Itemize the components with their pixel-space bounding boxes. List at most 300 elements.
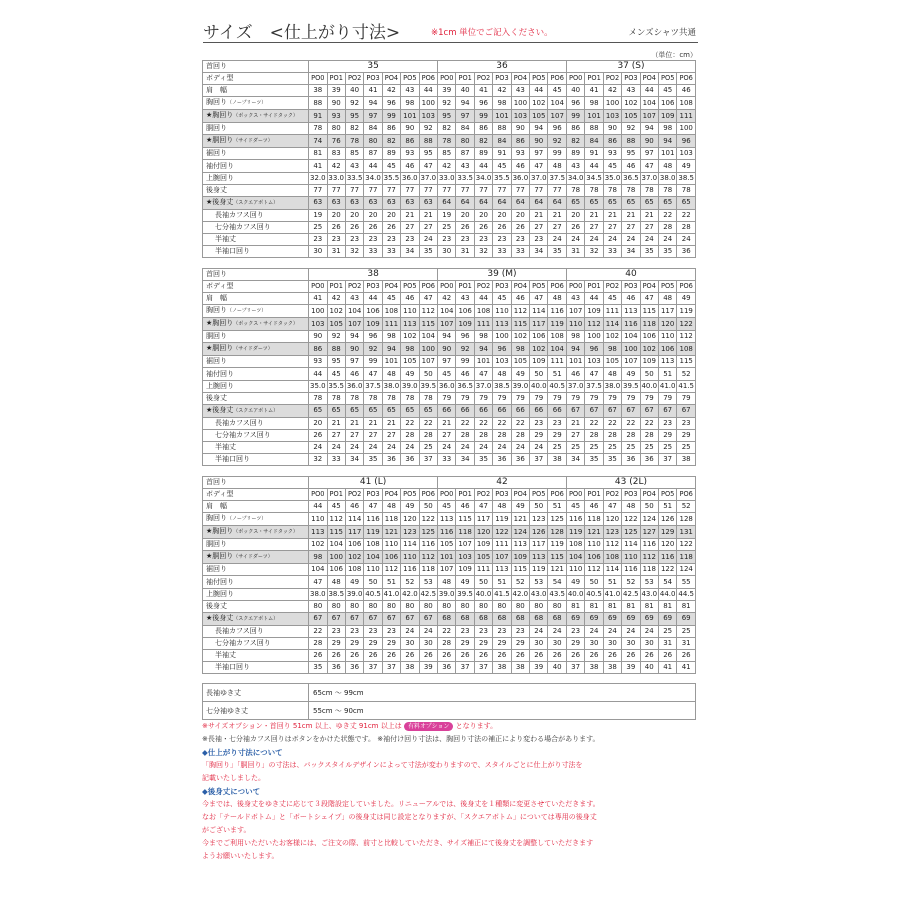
- row-label: 首回り: [203, 477, 309, 489]
- value-cell: 63: [309, 196, 327, 209]
- value-cell: 82: [438, 123, 456, 135]
- value-cell: 86: [511, 135, 529, 148]
- value-cell: 129: [658, 526, 676, 539]
- value-cell: 37.5: [364, 380, 382, 392]
- value-cell: 110: [566, 564, 584, 576]
- value-cell: 26: [511, 649, 529, 661]
- value-cell: 39: [419, 662, 437, 674]
- value-cell: 65: [659, 196, 677, 209]
- value-cell: 48: [327, 576, 345, 588]
- finish-heading: ◆仕上がり寸法について: [202, 748, 283, 757]
- value-cell: 42: [603, 85, 621, 97]
- value-cell: 33: [511, 246, 529, 258]
- value-cell: 101: [493, 110, 511, 123]
- value-cell: 35: [474, 454, 492, 466]
- value-cell: 95: [419, 148, 438, 160]
- value-cell: 25: [585, 441, 603, 453]
- value-cell: 24: [677, 233, 696, 245]
- row-label: 上腕回り: [203, 172, 309, 184]
- value-cell: 82: [474, 135, 492, 148]
- value-cell: 22: [309, 625, 327, 637]
- value-cell: 94: [640, 123, 658, 135]
- value-cell: 97: [345, 356, 363, 368]
- value-cell: 38: [401, 662, 419, 674]
- value-cell: 22: [401, 417, 419, 429]
- table-row: [203, 662, 696, 674]
- value-cell: 38.5: [327, 588, 345, 600]
- value-cell: 43.0: [530, 588, 548, 600]
- size-table-1: [202, 60, 696, 258]
- value-cell: 46: [511, 160, 529, 172]
- table-row: [203, 160, 696, 172]
- value-cell: 94: [456, 97, 474, 110]
- value-cell: 80: [345, 600, 363, 612]
- value-cell: 109: [530, 356, 548, 368]
- row-label: 長袖カフス回り: [203, 625, 309, 637]
- value-cell: 39: [327, 85, 345, 97]
- value-cell: 48: [382, 368, 400, 380]
- value-cell: 103: [677, 148, 696, 160]
- value-cell: 121: [511, 513, 529, 526]
- value-cell: 27: [603, 221, 621, 233]
- value-cell: 94: [364, 97, 382, 110]
- value-cell: 23: [382, 625, 400, 637]
- row-label: 胴回り: [203, 331, 309, 343]
- value-cell: 123: [401, 526, 419, 539]
- table-row: [203, 246, 696, 258]
- value-cell: 88: [585, 123, 603, 135]
- row-label: ボディ型: [203, 281, 309, 293]
- value-cell: 104: [364, 551, 382, 564]
- value-cell: 104: [566, 551, 584, 564]
- value-cell: 27: [585, 221, 603, 233]
- value-cell: 67: [382, 612, 400, 625]
- value-cell: 66: [530, 404, 548, 417]
- value-cell: 20: [382, 209, 400, 221]
- value-cell: 37: [566, 662, 584, 674]
- value-cell: 53: [530, 576, 548, 588]
- value-cell: 77: [511, 184, 529, 196]
- table-row: [203, 318, 696, 331]
- value-cell: 82: [566, 135, 584, 148]
- table-row: [203, 97, 696, 110]
- value-cell: 40: [548, 662, 567, 674]
- value-cell: 46: [511, 293, 529, 305]
- value-cell: 105: [327, 318, 345, 331]
- value-cell: 77: [530, 184, 548, 196]
- value-cell: 100: [511, 97, 529, 110]
- pattern-code: PO2: [603, 489, 621, 501]
- pattern-code: PO1: [585, 489, 603, 501]
- value-cell: 21: [438, 417, 456, 429]
- value-cell: 106: [364, 305, 382, 318]
- value-cell: 101: [401, 110, 419, 123]
- pattern-code: PO1: [327, 73, 345, 85]
- row-label: 胴回り: [203, 123, 309, 135]
- value-cell: 98: [401, 343, 419, 356]
- value-cell: 36.0: [345, 380, 363, 392]
- table-row: [203, 209, 696, 221]
- value-cell: 78: [419, 392, 438, 404]
- value-cell: 26: [640, 649, 658, 661]
- value-cell: 109: [640, 356, 658, 368]
- value-cell: 104: [419, 331, 438, 343]
- value-cell: 110: [493, 305, 511, 318]
- value-cell: 47: [603, 501, 621, 513]
- value-cell: 24: [585, 233, 603, 245]
- value-cell: 63: [419, 196, 438, 209]
- value-cell: 84: [456, 123, 474, 135]
- value-cell: 32: [474, 246, 492, 258]
- value-cell: 36.0: [401, 172, 419, 184]
- size-header: 43 (2L): [566, 477, 695, 489]
- value-cell: 44: [474, 293, 492, 305]
- value-cell: 91: [309, 110, 327, 123]
- value-cell: 98: [401, 97, 419, 110]
- value-cell: 107: [640, 110, 658, 123]
- value-cell: 92: [345, 97, 363, 110]
- value-cell: 107: [456, 539, 474, 551]
- value-cell: 118: [585, 513, 603, 526]
- pattern-code: PO6: [419, 489, 437, 501]
- value-cell: 78: [309, 392, 327, 404]
- value-cell: 102: [530, 343, 548, 356]
- table-row: [203, 526, 696, 539]
- value-cell: 45: [437, 501, 455, 513]
- row-label: 後身丈: [203, 184, 309, 196]
- table-row: [203, 489, 696, 501]
- value-cell: 21: [327, 417, 345, 429]
- value-cell: 24: [309, 441, 327, 453]
- value-cell: 23: [327, 625, 345, 637]
- value-cell: 99: [566, 110, 584, 123]
- value-cell: 24: [511, 441, 529, 453]
- value-cell: 34: [530, 246, 548, 258]
- value-cell: 40: [345, 85, 363, 97]
- value-cell: 109: [456, 564, 474, 576]
- value-cell: 80: [309, 600, 327, 612]
- value-cell: 29: [677, 429, 696, 441]
- value-cell: 92: [327, 331, 345, 343]
- value-cell: 24: [548, 625, 567, 637]
- table-row: [203, 221, 696, 233]
- value-cell: 69: [677, 612, 696, 625]
- value-cell: 89: [382, 148, 400, 160]
- value-cell: 98: [382, 331, 400, 343]
- row-label: 胸回り（ノープリーツ）: [203, 305, 309, 318]
- value-cell: 23: [530, 233, 548, 245]
- value-cell: 25: [309, 221, 327, 233]
- value-cell: 39: [530, 662, 548, 674]
- pattern-code: PO2: [603, 73, 621, 85]
- value-cell: 49: [401, 368, 419, 380]
- value-cell: 79: [530, 392, 548, 404]
- pattern-code: PO2: [345, 281, 363, 293]
- value-cell: 44: [585, 293, 603, 305]
- value-cell: 30: [401, 637, 419, 649]
- value-cell: 23: [401, 233, 419, 245]
- value-cell: 106: [659, 97, 677, 110]
- pattern-code: PO6: [419, 281, 438, 293]
- value-cell: 48: [622, 501, 640, 513]
- value-cell: 77: [438, 184, 456, 196]
- value-cell: 107: [566, 305, 584, 318]
- table-row: [203, 501, 696, 513]
- value-cell: 36: [511, 454, 529, 466]
- value-cell: 90: [309, 331, 327, 343]
- value-cell: 65: [677, 196, 696, 209]
- value-cell: 36: [345, 662, 363, 674]
- value-cell: 125: [622, 526, 640, 539]
- option-note-tail: となります。: [455, 722, 498, 730]
- value-cell: 37: [530, 454, 548, 466]
- value-cell: 127: [640, 526, 658, 539]
- value-cell: 79: [658, 392, 676, 404]
- value-cell: 107: [493, 551, 511, 564]
- value-cell: 93: [603, 148, 621, 160]
- value-cell: 41: [364, 85, 382, 97]
- value-cell: 51: [548, 368, 566, 380]
- value-cell: 28: [419, 429, 438, 441]
- value-cell: 24: [419, 625, 437, 637]
- value-cell: 78: [677, 184, 696, 196]
- pattern-code: PO0: [566, 489, 584, 501]
- value-cell: 110: [382, 539, 400, 551]
- value-cell: 78: [603, 184, 621, 196]
- value-cell: 41.0: [603, 588, 621, 600]
- value-cell: 41: [309, 160, 327, 172]
- value-cell: 35.0: [309, 380, 327, 392]
- value-cell: 120: [658, 539, 676, 551]
- value-cell: 115: [640, 305, 658, 318]
- value-cell: 107: [548, 110, 567, 123]
- value-cell: 109: [474, 539, 492, 551]
- value-cell: 29: [530, 429, 548, 441]
- row-label: 肩 幅: [203, 85, 309, 97]
- value-cell: 51: [658, 501, 676, 513]
- value-cell: 25: [419, 441, 438, 453]
- value-cell: 45: [659, 85, 677, 97]
- value-cell: 47: [530, 160, 548, 172]
- value-cell: 116: [622, 564, 640, 576]
- value-cell: 20: [566, 209, 584, 221]
- value-cell: 50: [364, 576, 382, 588]
- value-cell: 25: [548, 441, 566, 453]
- pattern-code: PO1: [327, 489, 345, 501]
- value-cell: 77: [474, 184, 492, 196]
- value-cell: 25: [640, 441, 658, 453]
- value-cell: 122: [419, 513, 437, 526]
- value-cell: 27: [438, 429, 456, 441]
- value-cell: 102: [327, 305, 345, 318]
- pattern-code: PO5: [530, 489, 548, 501]
- value-cell: 80: [437, 600, 455, 612]
- value-cell: 116: [622, 318, 640, 331]
- value-cell: 115: [327, 526, 345, 539]
- value-cell: 42: [438, 160, 456, 172]
- value-cell: 28: [603, 429, 621, 441]
- value-cell: 21: [566, 417, 584, 429]
- pattern-code: PO2: [603, 281, 621, 293]
- value-cell: 86: [401, 135, 419, 148]
- value-cell: 120: [658, 318, 676, 331]
- value-cell: 30: [419, 637, 437, 649]
- value-cell: 94: [438, 331, 456, 343]
- row-label: 胸回り（ノープリーツ）: [203, 513, 309, 526]
- value-cell: 98: [659, 123, 677, 135]
- value-cell: 22: [603, 417, 621, 429]
- size-header: 40: [566, 269, 695, 281]
- paid-option-badge: 有料オプション: [404, 722, 453, 731]
- value-cell: 116: [419, 539, 437, 551]
- value-cell: 111: [382, 318, 400, 331]
- value-cell: 44: [474, 160, 492, 172]
- value-cell: 69: [603, 612, 621, 625]
- value-cell: 21: [530, 209, 548, 221]
- value-cell: 38: [309, 85, 327, 97]
- value-cell: 26: [658, 649, 676, 661]
- value-cell: 77: [345, 184, 363, 196]
- value-cell: 41.5: [493, 588, 511, 600]
- value-cell: 94: [659, 135, 677, 148]
- value-cell: 67: [419, 612, 437, 625]
- cuff-note: ※長袖・七分袖カフス回りはボタンをかけた状態です。 ※袖付け回り寸法は、胸回り寸法の補正により変わる場合があります。: [202, 735, 600, 743]
- value-cell: 105: [474, 551, 492, 564]
- value-cell: 39: [622, 662, 640, 674]
- value-cell: 120: [603, 513, 621, 526]
- size-header: 42: [437, 477, 566, 489]
- pattern-code: PO1: [456, 73, 474, 85]
- value-cell: 30: [309, 246, 327, 258]
- value-cell: 90: [511, 123, 529, 135]
- value-cell: 68: [511, 612, 529, 625]
- value-cell: 110: [401, 551, 419, 564]
- value-cell: 101: [566, 356, 584, 368]
- value-cell: 47: [530, 293, 548, 305]
- value-cell: 119: [548, 539, 567, 551]
- value-cell: 37.0: [474, 380, 492, 392]
- value-cell: 103: [493, 356, 511, 368]
- value-cell: 47: [585, 368, 603, 380]
- table-row: [203, 281, 696, 293]
- value-cell: 40: [566, 85, 584, 97]
- value-cell: 38.0: [382, 380, 400, 392]
- value-cell: 120: [401, 513, 419, 526]
- value-cell: 104: [622, 331, 640, 343]
- value-cell: 88: [327, 343, 345, 356]
- value-cell: 116: [437, 526, 455, 539]
- value-cell: 35: [659, 246, 677, 258]
- value-cell: 39.5: [622, 380, 640, 392]
- value-cell: 109: [456, 318, 474, 331]
- value-cell: 89: [474, 148, 492, 160]
- back-body-1: 今までは、後身丈をゆき丈に応じて３段階設定していました。リニューアルでは、後身丈を１種類に変更させていただきます。: [202, 800, 600, 808]
- value-cell: 78: [438, 135, 456, 148]
- value-cell: 65: [364, 404, 382, 417]
- value-cell: 39.0: [345, 588, 363, 600]
- value-cell: 47: [474, 368, 492, 380]
- pattern-code: PO6: [677, 489, 696, 501]
- value-cell: 51: [493, 576, 511, 588]
- value-cell: 23: [493, 233, 511, 245]
- value-cell: 115: [548, 551, 567, 564]
- value-cell: 116: [364, 513, 382, 526]
- value-cell: 40.5: [364, 588, 382, 600]
- value-cell: 32: [585, 246, 603, 258]
- value-cell: 43: [401, 85, 419, 97]
- value-cell: 38: [677, 454, 696, 466]
- value-cell: 38: [511, 662, 529, 674]
- value-cell: 44: [640, 85, 658, 97]
- value-cell: 46: [622, 160, 640, 172]
- value-cell: 102: [401, 331, 419, 343]
- value-cell: 37: [456, 662, 474, 674]
- table-row: [203, 293, 696, 305]
- value-cell: 35: [309, 662, 327, 674]
- value-cell: 110: [622, 551, 640, 564]
- value-cell: 68: [474, 612, 492, 625]
- value-cell: 116: [566, 513, 584, 526]
- value-cell: 46: [622, 293, 640, 305]
- value-cell: 79: [585, 392, 603, 404]
- value-cell: 42.5: [622, 588, 640, 600]
- value-cell: 24: [438, 441, 456, 453]
- value-cell: 46: [345, 501, 363, 513]
- value-cell: 33.5: [456, 172, 474, 184]
- pattern-code: PO3: [622, 281, 640, 293]
- value-cell: 65: [382, 404, 400, 417]
- value-cell: 54: [548, 576, 567, 588]
- pattern-code: PO4: [382, 489, 400, 501]
- value-cell: 119: [493, 513, 511, 526]
- value-cell: 80: [548, 600, 567, 612]
- value-cell: 100: [327, 551, 345, 564]
- value-cell: 124: [677, 564, 696, 576]
- pattern-code: PO4: [640, 73, 658, 85]
- value-cell: 38.0: [603, 380, 621, 392]
- table-row: [203, 454, 696, 466]
- value-cell: 23: [493, 625, 511, 637]
- pattern-code: PO0: [438, 73, 456, 85]
- value-cell: 37: [474, 662, 492, 674]
- value-cell: 41: [585, 85, 603, 97]
- value-cell: 85: [345, 148, 363, 160]
- value-cell: 65: [401, 404, 419, 417]
- value-cell: 21: [401, 209, 419, 221]
- row-label: 袖付回り: [203, 368, 309, 380]
- value-cell: 39.0: [401, 380, 419, 392]
- value-cell: 78: [566, 184, 584, 196]
- row-label: 首回り: [203, 61, 309, 73]
- row-label: 首回り: [203, 269, 309, 281]
- value-cell: 80: [401, 600, 419, 612]
- value-cell: 30: [585, 637, 603, 649]
- value-cell: 49: [566, 576, 584, 588]
- value-cell: 88: [622, 135, 640, 148]
- value-cell: 117: [658, 305, 676, 318]
- value-cell: 95: [345, 110, 363, 123]
- row-label: ★胴回り（サイドダーツ）: [203, 343, 309, 356]
- value-cell: 82: [345, 123, 363, 135]
- value-cell: 26: [456, 649, 474, 661]
- value-cell: 37.5: [548, 172, 567, 184]
- value-cell: 94: [474, 343, 492, 356]
- value-cell: 24: [640, 233, 658, 245]
- value-cell: 23: [327, 233, 345, 245]
- value-cell: 38: [548, 454, 566, 466]
- value-cell: 79: [493, 392, 511, 404]
- value-cell: 33.5: [345, 172, 363, 184]
